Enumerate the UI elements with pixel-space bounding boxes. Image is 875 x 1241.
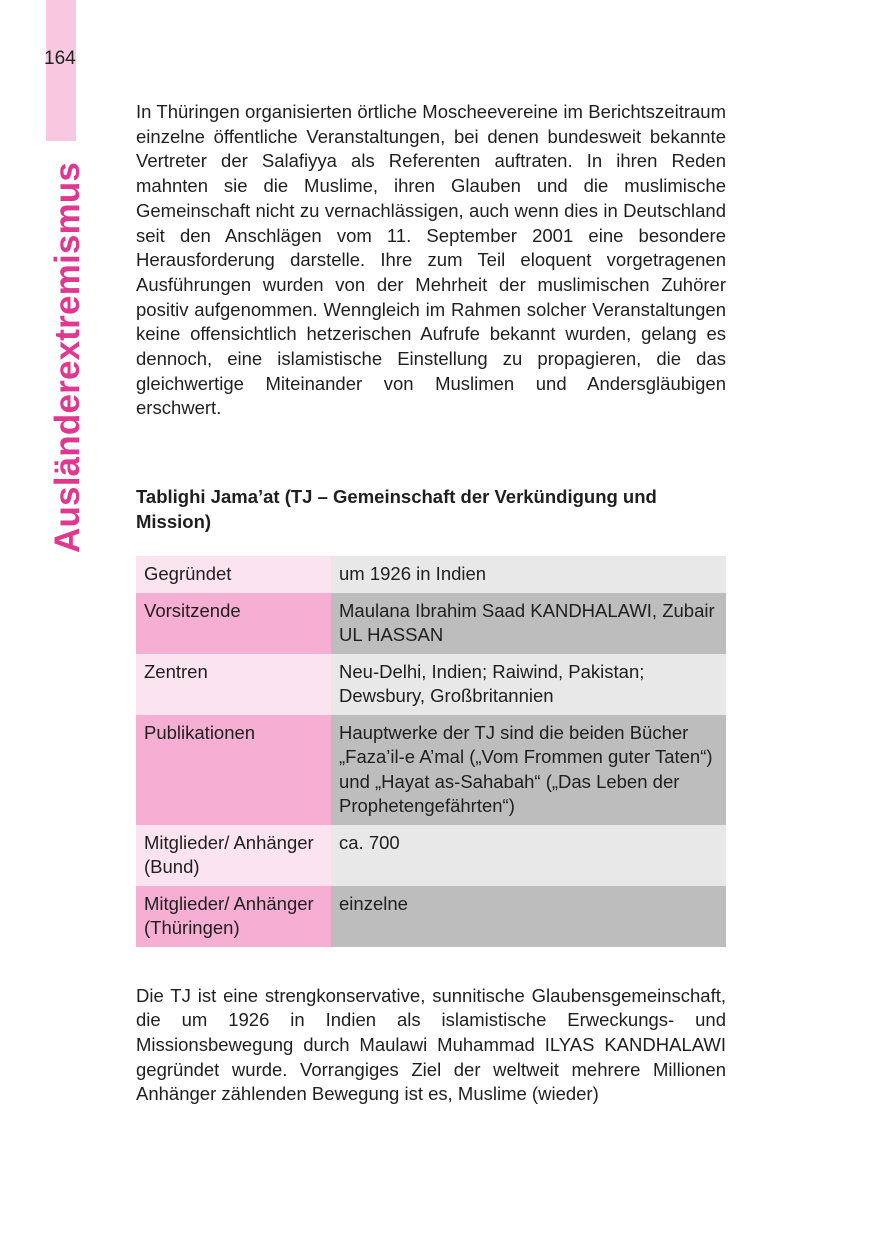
row-value: um 1926 in Indien <box>331 556 726 593</box>
page-number: 164 <box>44 48 76 69</box>
intro-paragraph: In Thüringen organisierten örtliche Moscheevereine im Berichtszeitraum einzelne öffentliche Veranstaltungen, bei denen bundesweit bekannte Vertreter der Salafiyya als Referenten auftraten. In ihren Reden mahnten sie die Muslime, ihren Glauben und die muslimische Gemeinschaft nicht zu vernachlässigen, auch wenn dies in Deutschland seit den Anschlägen vom 11. September 2001 eine besondere Herausforderung darstelle. Ihre zum Teil eloquent vorgetragenen Ausführungen wurden von der Mehrheit der muslimischen Zuhörer positiv aufgenommen. Wenngleich im Rahmen solcher Veranstaltungen keine offensichtlich hetzerischen Aufrufe bekannt wurden, gelang es dennoch, eine islamistische Einstellung zu propagieren, die das gleichwertige Miteinander von Muslimen und Andersgläubigen erschwert. <box>136 101 726 419</box>
row-value: Maulana Ibrahim Saad KANDHALAWI, Zubair UL HASSAN <box>331 593 726 654</box>
row-value: Hauptwerke der TJ sind die beiden Bücher „Faza’il-e A’mal („Vom Frommen guter Taten“) und „Hayat as-Sahabah“ („Das Leben der Prophetengefährten“) <box>331 715 726 825</box>
table-row <box>136 593 726 654</box>
table-row <box>136 825 726 886</box>
facts-table <box>136 556 726 947</box>
table-row <box>136 556 726 593</box>
row-label: Zentren <box>136 654 331 715</box>
row-label: Vorsitzende <box>136 593 331 654</box>
row-label: Mitglieder/ Anhänger (Thüringen) <box>136 886 331 947</box>
closing-paragraph: Die TJ ist eine strengkonservative, sunnitische Glaubensgemeinschaft, die um 1926 in Indien als islamistische Erweckungs- und Missionsbewegung durch Maulawi Muhammad ILYAS KANDHALAWI gegründet wurde. Vorrangiges Ziel der weltweit mehrere Millionen Anhänger zählenden Bewegung ist es, Muslime (wieder) <box>136 984 726 1105</box>
section-heading: Tablighi Jama’at (TJ – Gemeinschaft der Verkündigung und Mission) <box>136 486 657 533</box>
running-title: Ausländerextremismus <box>48 161 87 553</box>
row-label: Mitglieder/ Anhänger (Bund) <box>136 825 331 886</box>
side-color-strip <box>46 0 76 141</box>
row-value: einzelne <box>331 886 726 947</box>
table-row <box>136 654 726 715</box>
row-label: Gegründet <box>136 556 331 593</box>
table-row <box>136 715 726 825</box>
row-value: ca. 700 <box>331 825 726 886</box>
page-content <box>136 100 726 1107</box>
row-value: Neu-Delhi, Indien; Raiwind, Pakistan; Dewsbury, Großbritannien <box>331 654 726 715</box>
table-row <box>136 886 726 947</box>
row-label: Publikationen <box>136 715 331 825</box>
